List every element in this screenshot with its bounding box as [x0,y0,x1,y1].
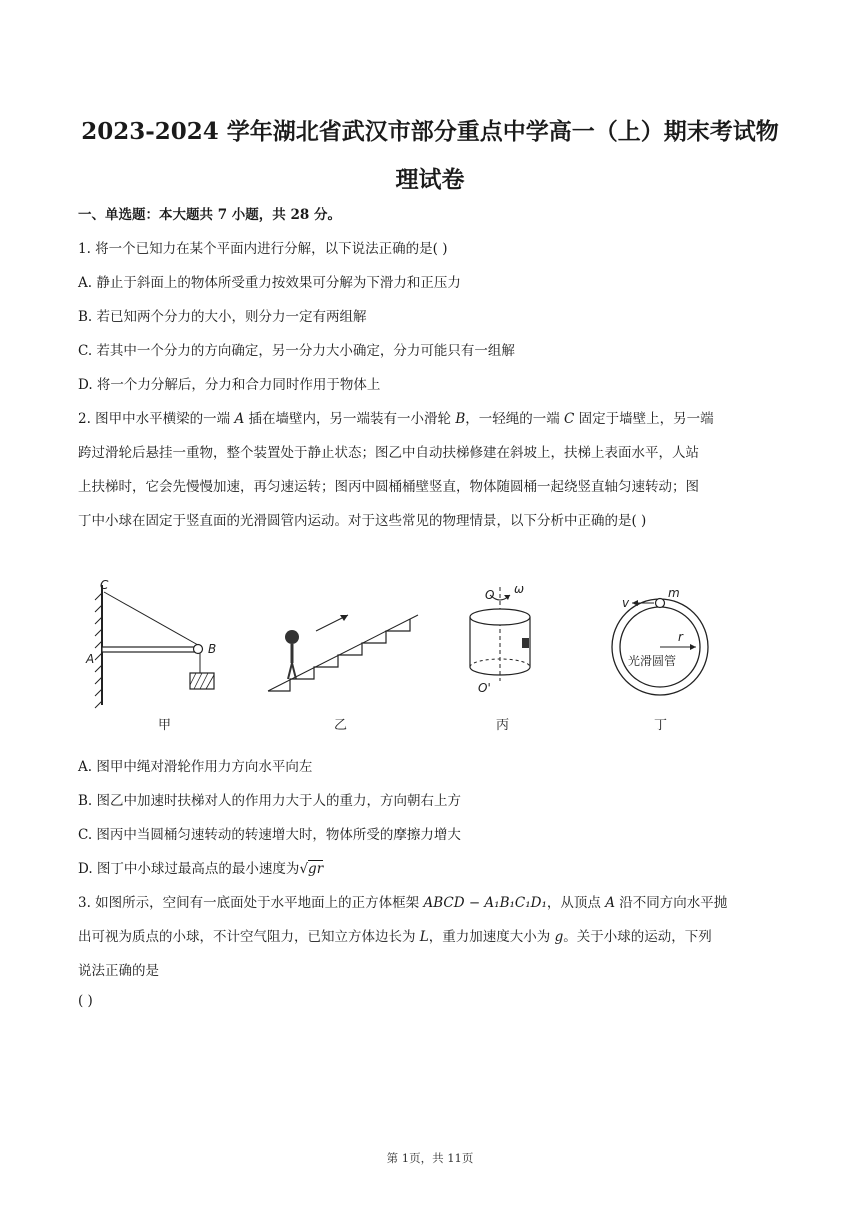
q3-text: ，从顶点 [546,895,606,911]
figure-ding [612,586,708,733]
q3-stem-line3: 说法正确的是 [78,963,159,979]
figure-label-jia: 甲 [158,718,172,733]
label-v: v [622,596,630,610]
q2-option-c: C. 图丙中当圆桶匀速转动的转速增大时，物体所受的摩擦力增大 [78,827,461,843]
page-footer: 第 1页，共 11页 [386,1151,474,1165]
q2-math-a: A [234,411,245,427]
q2-stem-line3: 上扶梯时，它会先慢慢加速，再匀速运转；图丙中圆桶桶壁竖直，物体随圆桶一起绕竖直轴匀速转动；图 [78,479,699,495]
q1-option-d: D. 将一个力分解后，分力和合力同时作用于物体上 [78,377,381,393]
q2-stem-line1 [78,407,714,427]
figure-label-bing: 丙 [496,718,510,733]
q2-text: ，一轻绳的一端 [465,411,565,427]
figure-bing [470,582,530,733]
q3-stem-line1 [78,891,727,911]
q3-math-cube: ABCD − A₁B₁C₁D₁ [423,895,547,911]
q3-text: 出可视为质点的小球，不计空气阻力，已知立方体边长为 [78,929,420,945]
q2-figures [80,575,740,740]
figure-yi [268,615,418,733]
q2-stem-line2: 跨过滑轮后悬挂一重物，整个装置处于静止状态；图乙中自动扶梯修建在斜坡上，扶梯上表面水平，人站 [78,445,699,461]
q1-option-c: C. 若其中一个分力的方向确定，另一分力大小确定，分力可能只有一组解 [78,343,515,359]
label-o: O [485,588,495,602]
q3-answer-bracket: ( ) [78,993,93,1009]
sqrt-content: gr [308,861,324,877]
label-a: A [86,652,95,666]
label-m: m [668,586,680,600]
q1-option-b: B. 若已知两个分力的大小，则分力一定有两组解 [78,309,367,325]
q3-stem-line2 [78,925,712,945]
q2-option-b: B. 图乙中加速时扶梯对人的作用力大于人的重力，方向朝右上方 [78,793,462,809]
q3-math-g: g [554,929,564,945]
section-heading: 一、单选题：本大题共 7 小题，共 28 分。 [78,207,341,223]
q2-text: 插在墙壁内，另一端装有一小滑轮 [244,411,456,427]
figure-jia [85,578,216,733]
label-c: C [100,578,109,592]
label-o-prime: O' [478,681,491,695]
q3-text: 沿不同方向水平抛 [614,895,728,911]
q2-stem-line4: 丁中小球在固定于竖直面的光滑圆管内运动。对于这些常见的物理情景，以下分析中正确的是( ) [78,513,647,529]
q2-option-d-text: D. 图丁中小球过最高点的最小速度为 [78,861,300,877]
q3-math-l: L [419,929,429,945]
figure-label-yi: 乙 [334,718,348,733]
label-tube: 光滑圆管 [628,654,677,668]
q2-figure-svg [80,575,740,740]
q3-math-a: A [605,895,615,911]
q2-text: 2. 图甲中水平横梁的一端 [78,411,235,427]
q2-math-b: B [455,411,466,427]
q2-math-c: C [564,411,575,427]
q2-option-d [78,857,323,877]
q2-option-a: A. 图甲中绳对滑轮作用力方向水平向左 [78,759,313,775]
person-icon [285,630,299,679]
q1-stem: 1. 将一个已知力在某个平面内进行分解，以下说法正确的是( ) [78,241,448,257]
sqrt-sign: √ [299,861,309,877]
label-omega: ω [514,582,525,596]
q3-text: 3. 如图所示，空间有一底面处于水平地面上的正方体框架 [78,895,424,911]
page-title: 2023-2024 学年湖北省武汉市部分重点中学高一（上）期末考试物理试卷 [81,118,779,193]
figure-label-ding: 丁 [654,718,668,733]
q3-text: ，重力加速度大小为 [428,929,555,945]
q2-text: 固定于墙壁上，另一端 [574,411,714,427]
label-r: r [678,630,683,644]
label-b: B [208,642,217,656]
q3-text: 。关于小球的运动，下列 [563,929,712,945]
q1-option-a: A. 静止于斜面上的物体所受重力按效果可分解为下滑力和正压力 [78,275,461,291]
